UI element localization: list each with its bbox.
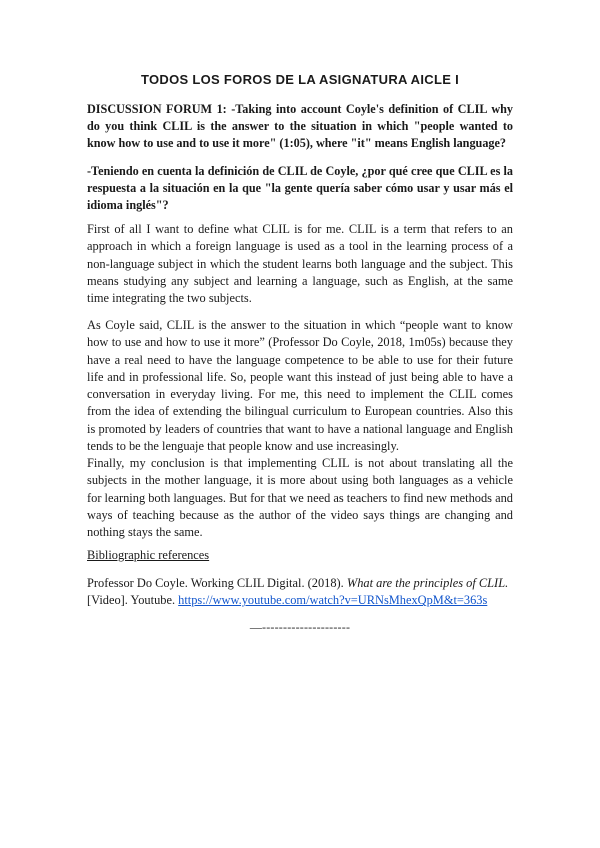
reference-suffix: [Video]. Youtube. xyxy=(87,593,179,608)
paragraph-definition: First of all I want to define what CLIL is for me. CLIL is a term that refers to an approach in which a foreign language is used as a tool in the learning process of a non-language subject in which the student learns both language and the subject. This means studying any subject and learning a language, such as English, at the same time integrating the two subjects. xyxy=(87,222,513,306)
reference-title: What are the principles of CLIL. xyxy=(346,576,509,590)
paragraph-conclusion: Finally, my conclusion is that implementing CLIL is not about translating all the subjects in the mother language, it is more about using both languages as a vehicle for learning both languages. But for that we need as teachers to find new methods and ways of teaching because as the author of the video says things are changing and nothing stays the same. xyxy=(87,456,513,540)
reference-link[interactable]: https://www.youtube.com/watch?v=URNsMhexQpM&t=363s xyxy=(178,593,488,608)
question-english: DISCUSSION FORUM 1: -Taking into account Coyle's definition of CLIL why do you think CLIL is the answer to the situation in which "people wanted to know how to use and to use it more" (1:05), where "it" means English language? xyxy=(87,102,513,151)
reference-prefix: Professor Do Coyle. Working CLIL Digital. (2018). xyxy=(87,576,347,590)
paragraph-coyle: As Coyle said, CLIL is the answer to the situation in which “people want to know how to use and how to use it more” (Professor Do Coyle, 2018, 1m05s) because they have a real need to have the language competence to be able to use for their future life and in professional life. So, people want this instead of just being able to have a conversation in everyday living. For me, this need to implement the CLIL comes from the idea of extending the bilingual curriculum to European countries. Also this is promoted by leaders of countries that want to have a national language and English tends to be the lenguaje that people know and use increasingly. xyxy=(87,318,513,454)
separator-line: —--------------------- xyxy=(249,620,351,634)
references-heading: Bibliographic references xyxy=(87,548,210,562)
reference-entry xyxy=(87,575,517,610)
page-title: TODOS LOS FOROS DE LA ASIGNATURA AICLE I xyxy=(141,72,459,87)
question-spanish: -Teniendo en cuenta la definición de CLIL de Coyle, ¿por qué cree que CLIL es la respuesta a la situación en la que "la gente quería saber cómo usar y usar más el idioma inglés"? xyxy=(87,164,513,213)
